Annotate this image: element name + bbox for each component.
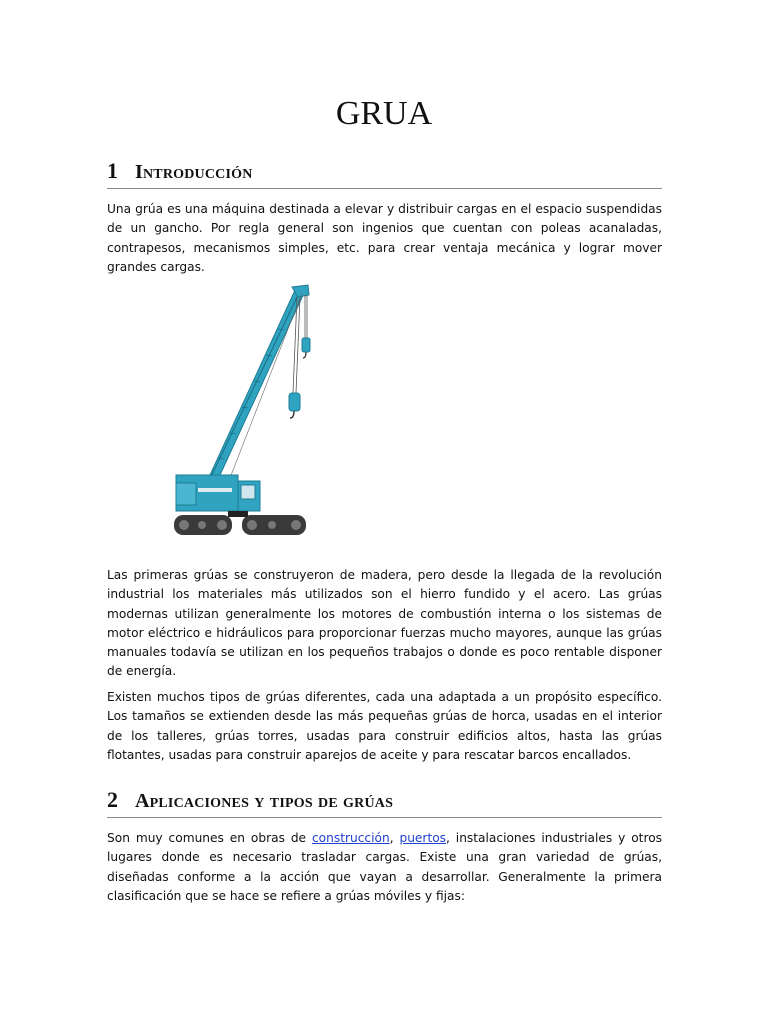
section-title: Aplicaciones y tipos de grúas	[135, 790, 394, 812]
section-heading-aplicaciones	[107, 787, 662, 818]
link-construccion[interactable]: construcción	[311, 831, 390, 845]
section-number: 1	[107, 158, 118, 183]
page-title: GRUA	[335, 95, 433, 132]
section-number: 2	[107, 787, 118, 812]
types-paragraph: Existen muchos tipos de grúas diferentes, cada una adaptada a un propósito específico. Los tamaños se extienden desde las más pequeñas grúas de horca, usadas en el interior de los talleres, grúas torres, usadas para construir edificios altos, hasta las grúas flotantes, usadas para construir aparejos de aceite y para rescatar barcos encallados.	[107, 690, 662, 762]
intro-paragraph: Una grúa es una máquina destinada a elevar y distribuir cargas en el espacio suspendidas de un gancho. Por regla general son ingenios que cuentan con poleas acanaladas, contrapesos, mecanismos simples, etc. para crear ventaja mecánica y lograr mover grandes cargas.	[107, 202, 662, 274]
link-puertos[interactable]: puertos	[399, 831, 447, 845]
history-paragraph: Las primeras grúas se construyeron de madera, pero desde la llegada de la revolución industrial los materiales más utilizados son el hierro fundido y el acero. Las grúas modernas utilizan generalmente los motores de combustión interna o los sistemas de motor eléctrico e hidráulicos para proporcionar fuerzas mucho mayores, aunque las grúas manuales todavía se utilizan en los pequeños trabajos o donde es poco rentable disponer de energía.	[107, 568, 662, 679]
paragraph-text: Son muy comunes en obras de	[107, 831, 312, 845]
applications-paragraph	[107, 829, 662, 906]
paragraph-text: , instalaciones industriales y otros lugares donde es necesario trasladar cargas. Existe una gran variedad de grúas, diseñadas conforme a la acción que vayan a desarrollar. Generalmente la primera clasificación que se hace se refiere a grúas móviles y fijas:	[107, 831, 662, 903]
separator: ,	[389, 831, 400, 845]
section-heading-introduccion	[107, 158, 662, 189]
crane-image	[168, 283, 318, 548]
section-title: Introducción	[135, 161, 253, 183]
